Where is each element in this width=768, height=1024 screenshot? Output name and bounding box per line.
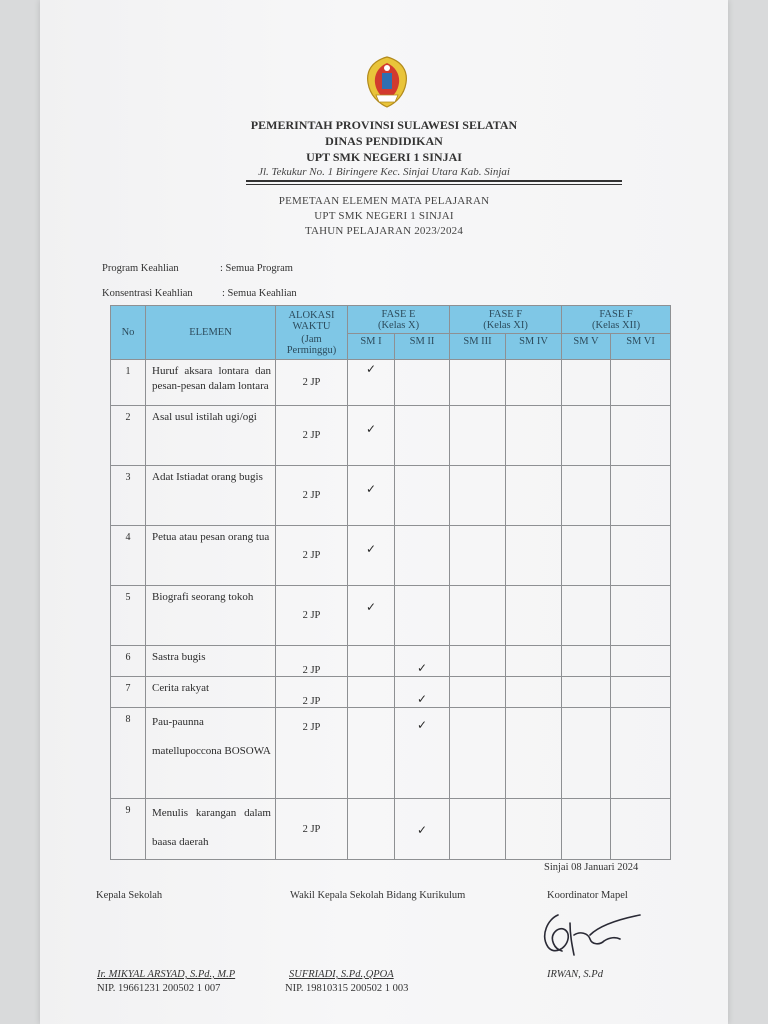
table-row [111,526,671,586]
row-jp: 2 JP [276,677,348,708]
sm-4-header: SM IV [506,334,562,360]
table-row [111,646,671,677]
header-province: PEMERINTAH PROVINSI SULAWESI SELATAN [250,118,518,132]
row-elemen: Menulis karangan dalam baasa daerah [146,799,276,860]
header-dinas: DINAS PENDIDIKAN [325,134,443,148]
wakasek-title: Wakil Kepala Sekolah Bidang Kurikulum [290,890,466,901]
doc-title-3: TAHUN PELAJARAN 2023/2024 [304,225,464,237]
row-sm5 [562,526,611,586]
row-sm6 [611,406,671,466]
row-jp: 2 JP [276,466,348,526]
row-elemen: Sastra bugis [146,646,276,677]
row-sm6 [611,677,671,708]
row-sm6 [611,646,671,677]
handwritten-signature [530,905,648,967]
koord-name: IRWAN, S.Pd [547,969,603,980]
row-sm1-check [348,677,395,708]
row-no: 3 [111,466,146,526]
program-label: Program Keahlian [102,263,179,274]
row-sm1-check: ✓ [348,406,395,466]
konsentrasi-label: Konsentrasi Keahlian [102,288,193,299]
row-sm3 [450,406,506,466]
sm-1-header: SM I [348,334,395,360]
row-sm4 [506,677,562,708]
row-sm2-check [395,466,450,526]
table-row [111,360,671,406]
row-elemen: Biografi seorang tokoh [146,586,276,646]
header-rule-thin [246,184,622,185]
kepsek-name: Ir. MIKYAL ARSYAD, S.Pd., M.P [97,969,236,980]
row-sm5 [562,646,611,677]
row-sm6 [611,799,671,860]
row-sm1-check: ✓ [348,586,395,646]
row-sm2-check: ✓ [395,708,450,799]
row-sm1-check [348,708,395,799]
row-sm6 [611,586,671,646]
province-emblem-logo [362,55,412,111]
row-sm6 [611,526,671,586]
fase-e-label: FASE E [381,308,416,320]
row-no: 7 [111,677,146,708]
row-elemen: Huruf aksara lontara dan pesan-pesan dalam lontara [146,360,276,406]
row-sm2-check: ✓ [395,799,450,860]
row-elemen: Adat Istiadat orang bugis [146,466,276,526]
row-jp: 2 JP [276,646,348,677]
row-no: 5 [111,586,146,646]
row-sm2-check: ✓ [395,646,450,677]
fase-f-xii-header [562,306,671,334]
doc-title-2: UPT SMK NEGERI 1 SINJAI [314,210,454,222]
row-sm4 [506,646,562,677]
col-no-header: No [111,306,146,360]
row-sm6 [611,466,671,526]
row-elemen: Petua atau pesan orang tua [146,526,276,586]
row-sm5 [562,466,611,526]
konsentrasi-value: : Semua Keahlian [222,288,297,299]
row-sm3 [450,526,506,586]
row-sm6 [611,360,671,406]
wakasek-name: SUFRIADI, S.Pd.,QPOA [289,969,394,980]
table-row [111,406,671,466]
sm-2-header: SM II [395,334,450,360]
row-no: 2 [111,406,146,466]
table-row [111,586,671,646]
row-sm4 [506,526,562,586]
sm-5-header: SM V [562,334,611,360]
row-sm1-check [348,646,395,677]
row-sm1-check: ✓ [348,360,395,406]
col-alokasi-header [276,306,348,360]
row-sm4 [506,406,562,466]
row-no: 1 [111,360,146,406]
row-sm2-check [395,586,450,646]
row-elemen: Asal usul istilah ugi/ogi [146,406,276,466]
fase-f-xii-label: FASE F [599,308,633,320]
row-sm3 [450,586,506,646]
row-jp: 2 JP [276,586,348,646]
row-no: 4 [111,526,146,586]
row-sm3 [450,708,506,799]
row-no: 8 [111,708,146,799]
row-jp: 2 JP [276,360,348,406]
row-jp: 2 JP [276,526,348,586]
table-row [111,677,671,708]
row-sm3 [450,466,506,526]
fase-e-header [348,306,450,334]
fase-f-xi-header [450,306,562,334]
row-sm5 [562,360,611,406]
fase-f-xii-sub: (Kelas XII) [591,319,641,331]
row-sm4 [506,799,562,860]
table-row [111,799,671,860]
row-sm2-check [395,526,450,586]
header-school: UPT SMK NEGERI 1 SINJAI [306,150,462,164]
row-elemen: Cerita rakyat [146,677,276,708]
sm-6-header: SM VI [611,334,671,360]
row-jp: 2 JP [276,708,348,799]
row-sm5 [562,677,611,708]
row-sm6 [611,708,671,799]
row-sm4 [506,466,562,526]
row-sm2-check: ✓ [395,677,450,708]
program-value: : Semua Program [220,263,293,274]
row-sm4 [506,586,562,646]
row-sm3 [450,360,506,406]
row-sm1-check: ✓ [348,466,395,526]
doc-title-1: PEMETAAN ELEMEN MATA PELAJARAN [278,195,490,207]
fase-f-xi-sub: (Kelas XI) [483,319,528,331]
row-sm3 [450,677,506,708]
row-no: 9 [111,799,146,860]
col-elemen-header: ELEMEN [146,306,276,360]
element-mapping-table [110,305,671,860]
fase-f-xi-label: FASE F [488,308,523,320]
kepsek-nip: NIP. 19661231 200502 1 007 [97,983,221,994]
table-row [111,466,671,526]
row-no: 6 [111,646,146,677]
col-alokasi-label: ALOKASI WAKTU [288,309,335,332]
col-alokasi-sub: (Jam Perminggu) [286,333,337,356]
row-sm3 [450,799,506,860]
kepsek-title: Kepala Sekolah [96,890,163,901]
row-elemen: Pau-paunna matellupoccona BOSOWA [146,708,276,799]
header-rule-thick [246,180,622,182]
row-sm4 [506,360,562,406]
row-sm1-check: ✓ [348,526,395,586]
row-sm3 [450,646,506,677]
wakasek-nip: NIP. 19810315 200502 1 003 [285,983,409,994]
row-sm5 [562,586,611,646]
row-sm1-check [348,799,395,860]
row-sm5 [562,406,611,466]
row-jp: 2 JP [276,799,348,860]
row-sm5 [562,799,611,860]
fase-e-sub: (Kelas X) [377,319,420,331]
row-sm5 [562,708,611,799]
row-jp: 2 JP [276,406,348,466]
row-sm4 [506,708,562,799]
date-place: Sinjai 08 Januari 2024 [544,862,639,873]
table-row [111,708,671,799]
row-sm2-check [395,406,450,466]
sm-3-header: SM III [450,334,506,360]
koord-title: Koordinator Mapel [547,890,628,901]
header-address: Jl. Tekukur No. 1 Biringere Kec. Sinjai Utara Kab. Sinjai [258,166,510,178]
row-sm2-check [395,360,450,406]
